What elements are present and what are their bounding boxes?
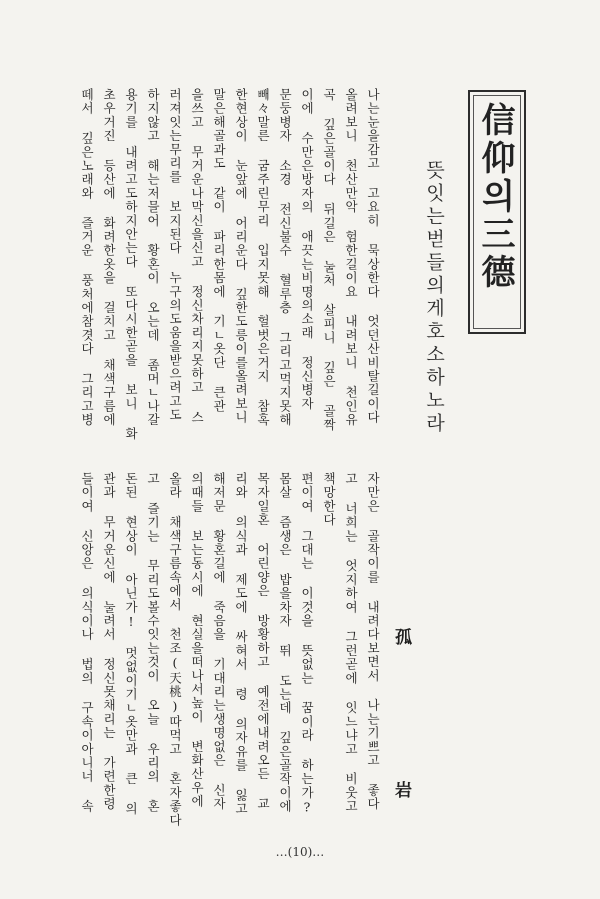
text-column: 용기를 내려고도하지안는다 또다시한곧을 보니 화	[123, 88, 139, 441]
text-column: 리와 의식과 제도에 싸혀서 령 의자유를 잃고	[233, 472, 249, 816]
text-column: 곡 깊은골이다 뒤길은 눌처 살피니 깊은 골짝	[321, 88, 337, 432]
text-column: 고 즐기는 무리도볼수잇는것이 오늘 우리의 혼	[145, 472, 161, 814]
page-number: …(10)…	[275, 845, 325, 859]
text-column: 의때들 보는동시에 현실을떠나서높이 변화산우에	[189, 472, 205, 809]
text-column: 돈된 현상이 아닌가! 멋없이기ㄴ옷만과 큰 의	[123, 472, 139, 816]
text-column: 한현상이 눈앞에 어리운다 깊한도릉이를올려보니	[233, 88, 249, 425]
article-subtitle: 뜻잇는벋들의게호소하노라	[423, 160, 445, 436]
text-column: 들이여 신앙은 의식이나 법의 구속이아니너 속	[79, 472, 95, 814]
text-column: 책망한다	[321, 472, 337, 527]
text-column: 해저문 황혼길에 죽음을 기대리는생명없은 신자	[211, 472, 227, 811]
text-column: 초우거진 등산에 화려한옷을 걸치고 채색구름에	[101, 88, 117, 427]
text-column: 몸살 즘생은 밥을차자 뛰 도는데 깊은골작이에	[277, 472, 293, 814]
text-column: 올라 채색구름속에서 천조(天桃)따먹고 혼자좋다	[167, 472, 183, 827]
text-column: 올려보니 천산만악 험한길이요 내려보니 천인유	[343, 88, 359, 427]
text-column: 이에 수만은방자의 애끗는비명의소래 정신병자	[299, 88, 315, 411]
text-column: 고 너희는 엇지하여 그런곧에 잇느냐고 비웃고	[343, 472, 359, 814]
text-column: 관과 무거운신에 눌려서 정신못채리는 가련한령	[101, 472, 117, 811]
text-column: 자만은 골작이를 내려다보면서 나는기쁘고 좋다	[365, 472, 381, 811]
text-column: 편이여 그대는 이것을 뜻없는 꿈이라 하는가?	[299, 472, 315, 816]
text-column: 말은해골과도 같이 파리한몸에 기ㄴ옷단 큰관	[211, 88, 227, 414]
article-title: 信仰의三德	[475, 102, 515, 292]
text-column: 러져잇는무리를 보지된다 누구의도움을받으려고도	[167, 88, 183, 422]
author-name: 孤 岩	[391, 628, 411, 856]
text-column: 떼서 깊은노래와 즐거운 풍처에참겻다 그리고병	[79, 88, 95, 427]
text-column: 목자일혼 어린양은 방황하고 예전에내려오든 교	[255, 472, 271, 811]
text-column: 문둥병자 소경 전신불수 혈루층 그리고먹지못해	[277, 88, 293, 427]
text-column: 빼々말른 굼주린무리 입지못해 헐벗은거지 참혹	[255, 88, 271, 427]
text-column: 나는눈을감고 고요히 묵상한다 엇던산비탈길이다	[365, 88, 381, 425]
text-column: 을쓰고 무거운나막신을신고 정신차리지못하고 스	[189, 88, 205, 425]
text-column: 하지않고 해는저믈어 황혼이 오는데 좀머ㄴ나갈	[145, 88, 161, 427]
